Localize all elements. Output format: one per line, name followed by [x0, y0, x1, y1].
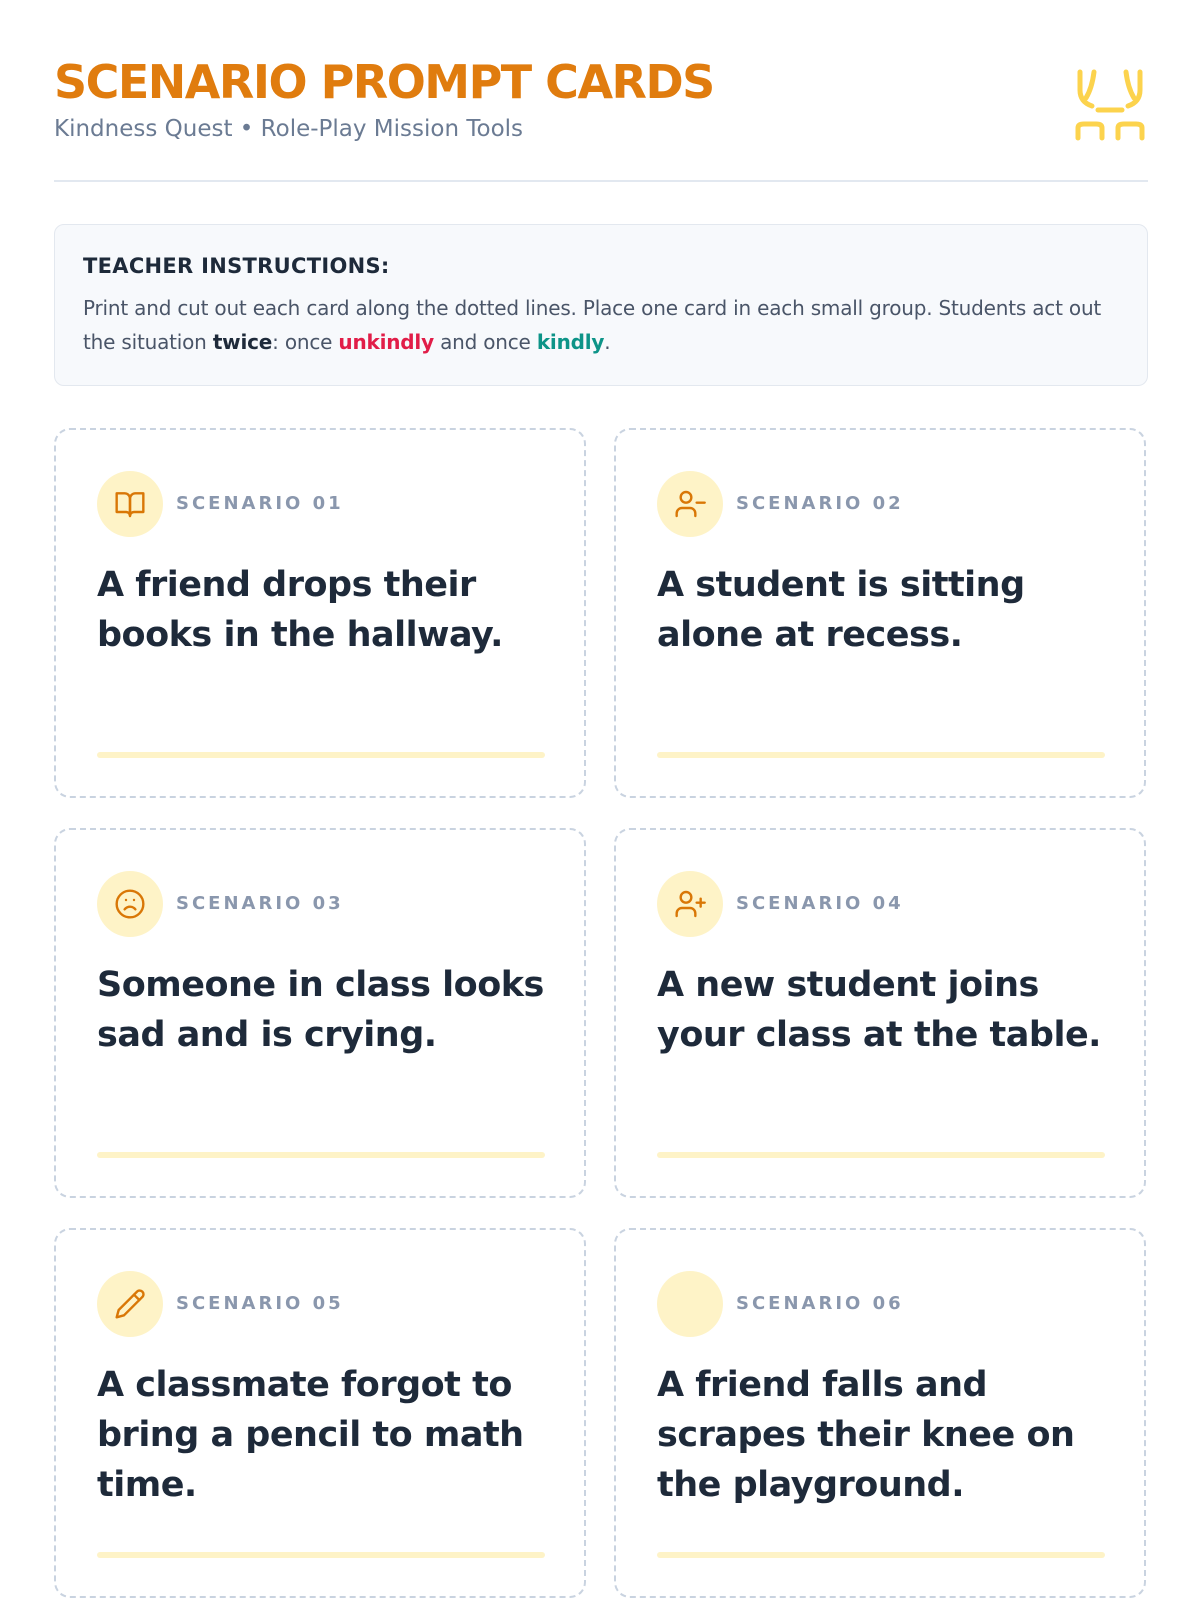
instructions-text-part: : once	[272, 330, 339, 354]
scenario-card	[614, 428, 1146, 798]
pencil-icon	[97, 1271, 163, 1337]
header-divider	[54, 180, 1148, 182]
scenario-label: SCENARIO 05	[176, 1293, 344, 1314]
instructions-unkindly: unkindly	[338, 330, 434, 354]
theater-stage-icon	[1072, 66, 1148, 142]
user-minus-icon	[657, 471, 723, 537]
scenario-label: SCENARIO 06	[736, 1293, 904, 1314]
scenario-label: SCENARIO 04	[736, 893, 904, 914]
instructions-text	[83, 291, 1121, 359]
instructions-heading: TEACHER INSTRUCTIONS:	[83, 254, 390, 278]
scenario-label: SCENARIO 03	[176, 893, 344, 914]
card-accent-bar	[97, 752, 545, 758]
card-accent-bar	[657, 752, 1105, 758]
card-accent-bar	[657, 1152, 1105, 1158]
scenario-text: A classmate forgot to bring a pencil to math time.	[97, 1365, 524, 1505]
sad-face-icon	[97, 871, 163, 937]
instructions-text-part: .	[604, 330, 611, 354]
page-header	[54, 52, 1148, 182]
scenario-label: SCENARIO 02	[736, 493, 904, 514]
page-subtitle: Kindness Quest • Role-Play Mission Tools	[54, 116, 524, 142]
teacher-instructions-box	[54, 224, 1148, 386]
book-icon	[97, 471, 163, 537]
instructions-twice: twice	[212, 330, 273, 354]
scenario-text: A student is sitting alone at recess.	[657, 565, 1025, 655]
scenario-card	[54, 1228, 586, 1598]
card-accent-bar	[657, 1552, 1105, 1558]
instructions-text-part: Print and cut out each card along the dotted lines. Place one card in each small group. Students act out the situation	[83, 296, 1102, 354]
scenario-text: Someone in class looks sad and is crying.	[97, 965, 544, 1055]
card-accent-bar	[97, 1152, 545, 1158]
scenario-card	[614, 1228, 1146, 1598]
instructions-kindly: kindly	[536, 330, 605, 354]
user-plus-icon	[657, 871, 723, 937]
scenario-card	[54, 428, 586, 798]
scenario-text: A friend drops their books in the hallway.	[97, 565, 503, 655]
card-accent-bar	[97, 1552, 545, 1558]
instructions-text-part: and once	[433, 330, 537, 354]
scenario-text: A new student joins your class at the table.	[657, 965, 1101, 1055]
scenario-text: A friend falls and scrapes their knee on the playground.	[657, 1365, 1075, 1505]
scenario-label: SCENARIO 01	[176, 493, 344, 514]
scenario-card	[614, 828, 1146, 1198]
page-title: SCENARIO PROMPT CARDS	[54, 55, 714, 109]
blank-icon	[657, 1271, 723, 1337]
scenario-card	[54, 828, 586, 1198]
